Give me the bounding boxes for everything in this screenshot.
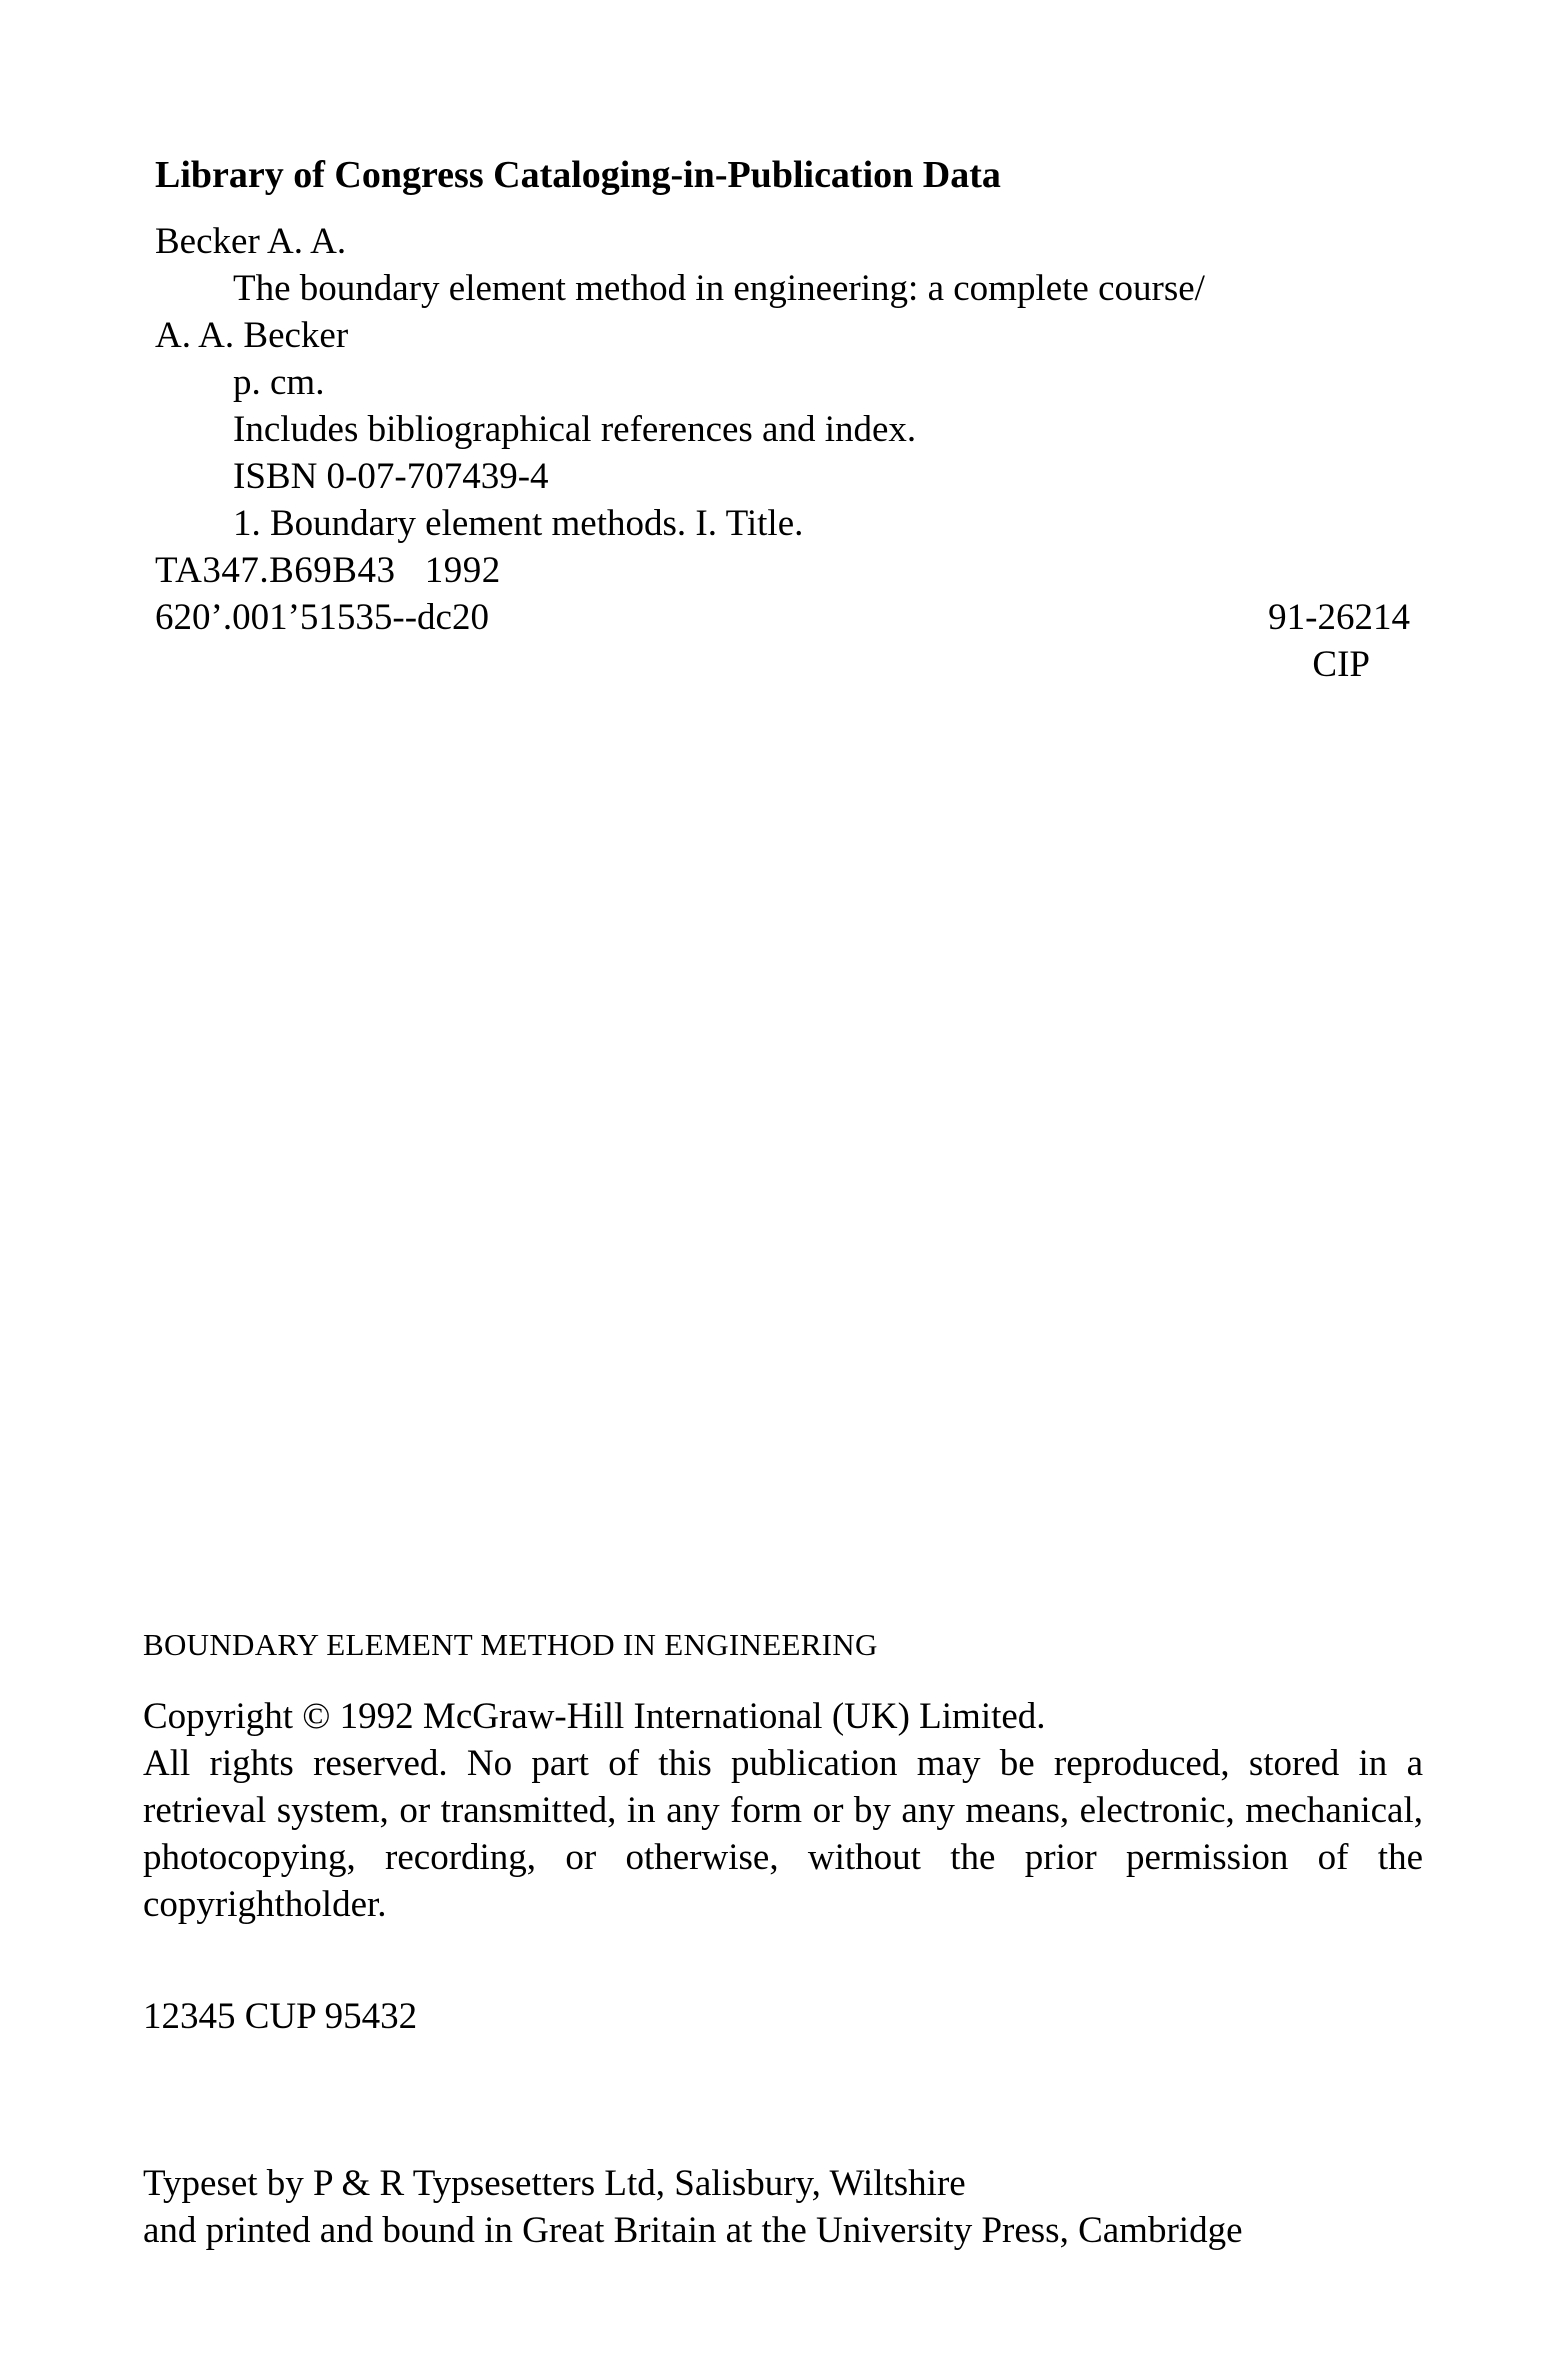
printing-code: 12345 CUP 95432	[143, 1996, 418, 2037]
cip-data-block	[155, 150, 1410, 688]
cip-classification-row	[155, 594, 1410, 641]
typeset-line-1: Typeset by P & R Typsesetters Ltd, Salisbury, Wiltshire	[143, 2163, 966, 2204]
cip-author: Becker A. A.	[155, 221, 347, 262]
cip-lccn: 91-26214	[1268, 597, 1410, 638]
cip-physical-description: p. cm.	[233, 362, 325, 403]
cip-notes: Includes bibliographical references and index.	[233, 409, 917, 450]
cip-tag: CIP	[1312, 644, 1370, 685]
cip-ddc: 620’.001’51535--dc20	[155, 597, 489, 638]
typeset-credit	[143, 2160, 1243, 2254]
rights-reserved-text: All rights reserved. No part of this publication may be reproduced, stored in a retrieval system, or transmitted, in any form or by any means, electronic, mechanical, photocopying, recording, or otherwise, without the prior permission of the copyrightholder.	[143, 1743, 1423, 1925]
typeset-line-2: and printed and bound in Great Britain at the University Press, Cambridge	[143, 2210, 1243, 2251]
copyright-notice: Copyright © 1992 McGraw-Hill International (UK) Limited.	[143, 1696, 1046, 1737]
book-title-caps: BOUNDARY ELEMENT METHOD IN ENGINEERING	[143, 1627, 878, 1662]
book-copyright-block	[143, 1625, 1423, 1928]
cip-title-line-2: A. A. Becker	[155, 315, 349, 356]
cip-lcc: TA347.B69B43 1992	[155, 550, 501, 591]
cip-title-line-1: The boundary element method in engineering: a complete course/	[233, 268, 1205, 309]
cip-subjects: 1. Boundary element methods. I. Title.	[233, 503, 804, 544]
cip-isbn: ISBN 0-07-707439-4	[233, 456, 549, 497]
cip-heading: Library of Congress Cataloging-in-Publication Data	[155, 154, 1001, 196]
